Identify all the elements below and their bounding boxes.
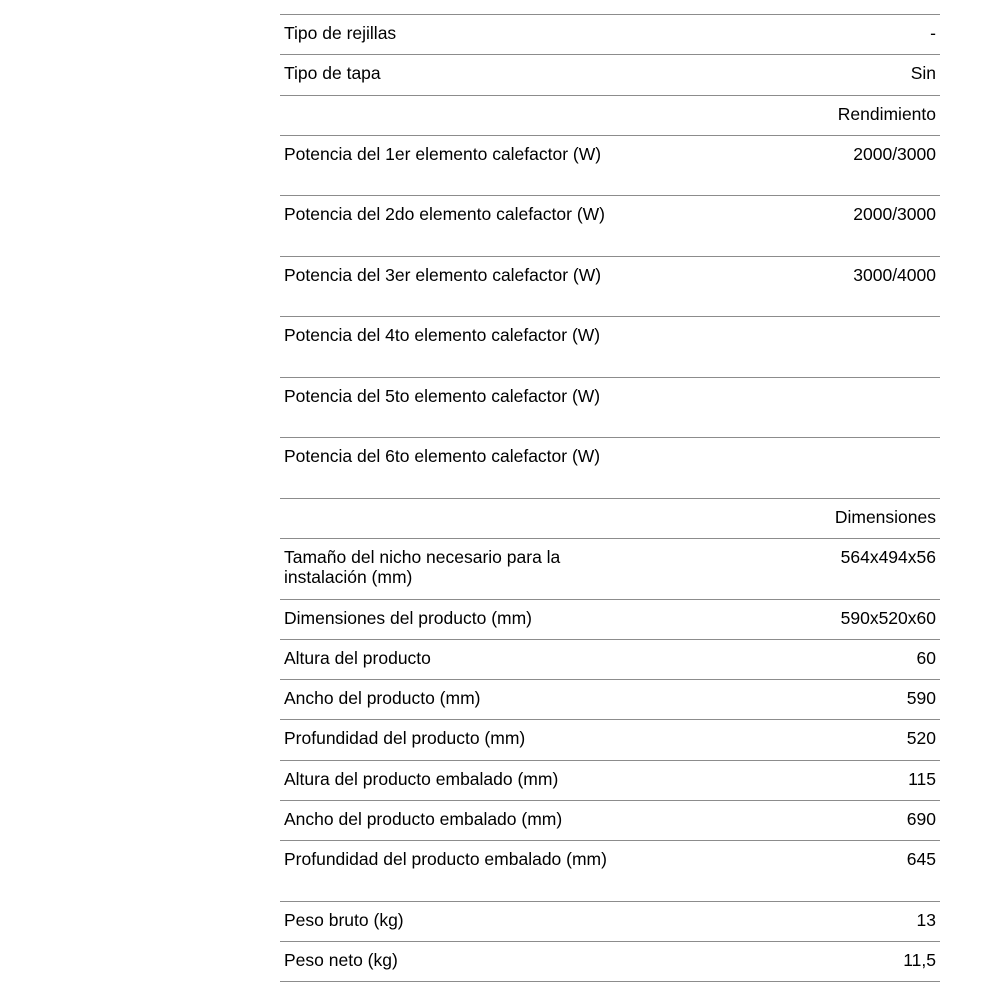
spec-label: Tamaño del nicho necesario para la instalación (mm)	[284, 547, 561, 587]
section-header-performance	[280, 96, 940, 136]
section-title: Dimensiones	[834, 506, 936, 527]
spec-row-packed-width	[280, 801, 940, 841]
spec-value: Sin	[910, 63, 936, 84]
spec-label: Peso neto (kg)	[284, 949, 398, 970]
spec-label: Ancho del producto (mm)	[284, 688, 481, 708]
spec-value: 2000/3000	[853, 204, 936, 225]
spec-value: 13	[916, 909, 936, 930]
spec-value: 60	[916, 647, 936, 668]
spec-row-heater-6	[280, 438, 940, 499]
spec-row-heater-4	[280, 317, 940, 378]
spec-row-heater-3	[280, 257, 940, 318]
section-header-dimensions	[280, 499, 940, 539]
spec-label: Ancho del producto embalado (mm)	[284, 808, 563, 829]
spec-row-gross-weight	[280, 902, 940, 942]
spec-row-grate-type	[280, 15, 940, 55]
spec-row-product-depth	[280, 720, 940, 760]
spec-row-net-weight	[280, 942, 940, 982]
spec-label: Peso bruto (kg)	[284, 909, 404, 930]
spec-row-niche-size	[280, 539, 940, 600]
spec-label: Altura del producto	[284, 647, 431, 668]
spec-value: -	[930, 23, 936, 43]
spec-label: Potencia del 4to elemento calefactor (W)	[284, 325, 601, 346]
spec-row-heater-5	[280, 378, 940, 439]
spec-value: 590x520x60	[840, 607, 936, 628]
spec-value: 590	[906, 688, 936, 708]
spec-row-product-dimensions	[280, 600, 940, 640]
spec-value: 520	[906, 728, 936, 749]
spec-value: 690	[906, 808, 936, 829]
spec-label: Profundidad del producto (mm)	[284, 728, 526, 749]
spec-label: Potencia del 6to elemento calefactor (W)	[284, 446, 601, 467]
spec-label: Profundidad del producto embalado (mm)	[284, 849, 607, 869]
spec-label: Potencia del 3er elemento calefactor (W)	[284, 264, 602, 285]
spec-row-product-height	[280, 640, 940, 680]
spec-label: Tipo de rejillas	[284, 23, 397, 43]
spec-label: Dimensiones del producto (mm)	[284, 607, 533, 628]
spec-label: Tipo de tapa	[284, 63, 381, 84]
spec-value: 115	[908, 768, 936, 789]
spec-row-packed-depth	[280, 841, 940, 902]
spec-label: Potencia del 2do elemento calefactor (W)	[284, 204, 605, 225]
spec-row-heater-2	[280, 196, 940, 257]
spec-value: 645	[906, 849, 936, 869]
spec-row-heater-1	[280, 136, 940, 197]
spec-row-lid-type	[280, 55, 940, 95]
spec-value: 11,5	[903, 949, 936, 970]
spec-value: 3000/4000	[853, 264, 936, 285]
section-title: Rendimiento	[837, 103, 936, 124]
spec-table	[280, 14, 940, 982]
spec-label: Potencia del 5to elemento calefactor (W)	[284, 385, 601, 406]
spec-row-packed-height	[280, 761, 940, 801]
spec-label: Potencia del 1er elemento calefactor (W)	[284, 143, 602, 164]
spec-value: 2000/3000	[853, 143, 936, 164]
spec-value: 564x494x56	[840, 547, 936, 567]
spec-row-product-width	[280, 680, 940, 720]
spec-label: Altura del producto embalado (mm)	[284, 768, 559, 789]
